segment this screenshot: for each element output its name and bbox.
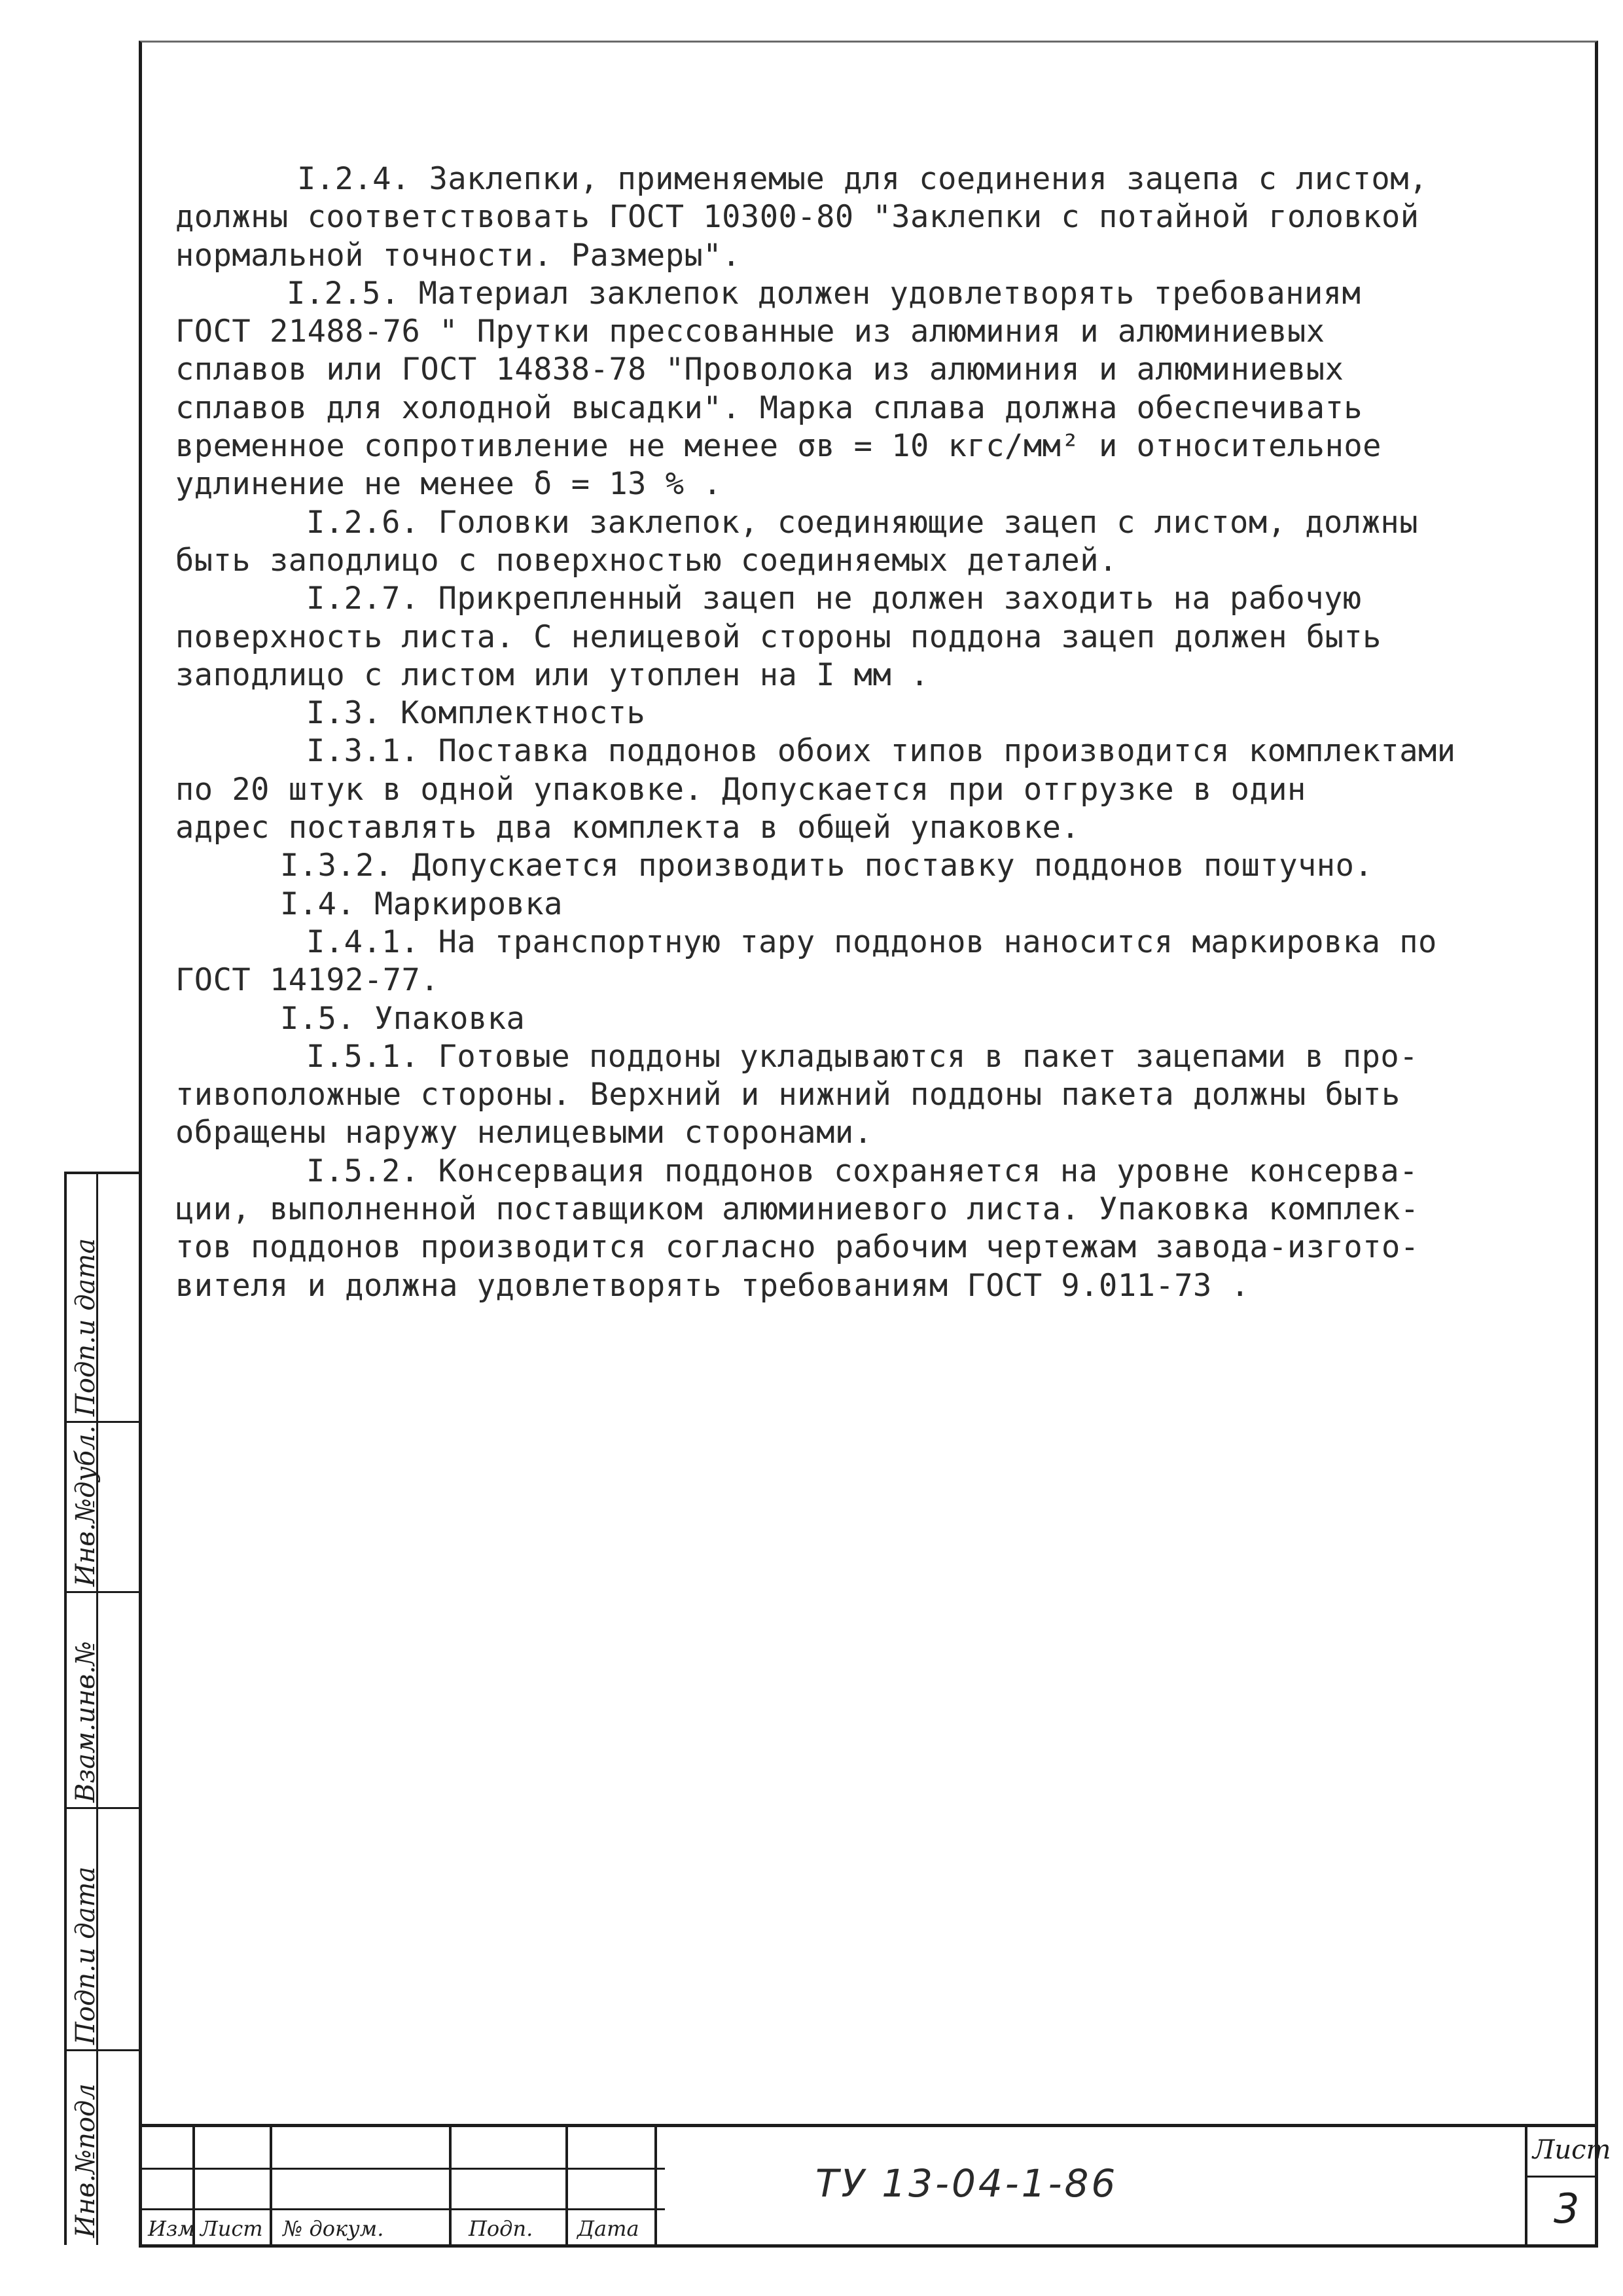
body-line: ГОСТ 14192-77. <box>175 962 440 999</box>
body-line: сплавов или ГОСТ 14838-78 "Проволока из алюминия и алюминиевых <box>175 351 1344 388</box>
body-line: по 20 штук в одной упаковке. Допускается при отгрузке в один <box>175 771 1306 808</box>
revision-grid <box>141 2127 665 2245</box>
body-line: I.2.4. Заклепки, применяемые для соединения зацепа с листом, <box>297 161 1428 197</box>
body-line: I.3.1. Поставка поддонов обоих типов производится комплектами <box>306 733 1456 770</box>
body-line: поверхность листа. С нелицевой стороны поддона зацеп должен быть <box>175 619 1382 655</box>
title-block <box>141 2124 1611 2245</box>
col-list-label: Лист <box>200 2216 263 2241</box>
col-doc-label: № докум. <box>283 2216 384 2241</box>
side-label-sign-date-2: Подп.и дата <box>71 1866 101 2045</box>
grid-col-line <box>654 2127 657 2245</box>
col-date-label: Дата <box>577 2216 639 2241</box>
sheet-label: Лист <box>1533 2135 1611 2165</box>
body-line: тов поддонов производится согласно рабочим чертежам завода-изгото- <box>175 1229 1419 1266</box>
document-body <box>175 160 1569 1305</box>
body-line: нормальной точности. Размеры". <box>175 237 741 274</box>
sheet-number: 3 <box>1554 2185 1580 2233</box>
section-heading: I.5. Упаковка <box>280 1000 526 1037</box>
side-label-inv-orig: Инв.№подл <box>71 2083 101 2238</box>
grid-col-line <box>565 2127 568 2245</box>
body-line: тивоположные стороны. Верхний и нижний поддоны пакета должны быть <box>175 1077 1400 1113</box>
left-side-strip <box>64 1172 139 2245</box>
section-heading: I.4. Маркировка <box>280 886 563 922</box>
sheet-separator <box>1527 2176 1596 2178</box>
body-line: I.5.2. Консервация поддонов сохраняется на уровне консерва- <box>306 1153 1418 1189</box>
grid-row-line <box>141 2208 665 2210</box>
grid-row-line <box>141 2168 665 2170</box>
body-line: должны соответствовать ГОСТ 10300-80 "Заклепки с потайной головкой <box>175 199 1419 236</box>
body-line: временное сопротивление не менее σв = 10 кгс/мм² и относительное <box>175 428 1382 465</box>
body-line: обращены наружу нелицевыми сторонами. <box>175 1115 873 1151</box>
body-line: I.5.1. Готовые поддоны укладываются в пакет зацепами в про- <box>306 1038 1418 1075</box>
body-line: ГОСТ 21488-76 " Прутки прессованные из алюминия и алюминиевых <box>175 314 1325 350</box>
sheet-box <box>1525 2127 1611 2245</box>
body-line: I.3.2. Допускается производить поставку поддонов поштучно. <box>280 848 1374 884</box>
body-line: I.2.6. Головки заклепок, соединяющие зацеп с листом, должны <box>306 504 1418 541</box>
col-sign-label: Подп. <box>469 2216 533 2241</box>
document-designation: ТУ 13-04-1-86 <box>815 2161 1118 2206</box>
body-line: вителя и должна удовлетворять требованиям ГОСТ 9.011-73 . <box>175 1267 1250 1304</box>
grid-col-line <box>270 2127 272 2245</box>
body-line: I.2.7. Прикрепленный зацеп не должен заходить на рабочую <box>306 581 1362 617</box>
body-line: быть заподлицо с поверхностью соединяемых деталей. <box>175 542 1118 579</box>
side-label-replace-inv: Взам.инв.№ <box>71 1641 101 1803</box>
body-line: I.2.5. Материал заклепок должен удовлетворять требованиям <box>287 275 1361 312</box>
body-line: сплавов для холодной высадки". Марка сплава должна обеспечивать <box>175 389 1363 426</box>
body-line: удлинение не менее δ = 13 % . <box>175 466 722 503</box>
grid-col-line <box>449 2127 452 2245</box>
side-label-inv-dubl: Инв.№дубл. <box>71 1425 101 1587</box>
body-line: заподлицо с листом или утоплен на I мм . <box>175 656 929 693</box>
body-line: I.4.1. На транспортную тару поддонов наносится маркировка по <box>306 924 1437 960</box>
section-heading: I.3. Комплектность <box>306 695 646 732</box>
col-izm-label: Изм <box>148 2216 195 2241</box>
body-line: адрес поставлять два комплекта в общей упаковке. <box>175 810 1080 846</box>
body-line: ции, выполненной поставщиком алюминиевого листа. Упаковка комплек- <box>175 1191 1419 1228</box>
side-label-sign-date-1: Подп.и дата <box>71 1238 101 1416</box>
